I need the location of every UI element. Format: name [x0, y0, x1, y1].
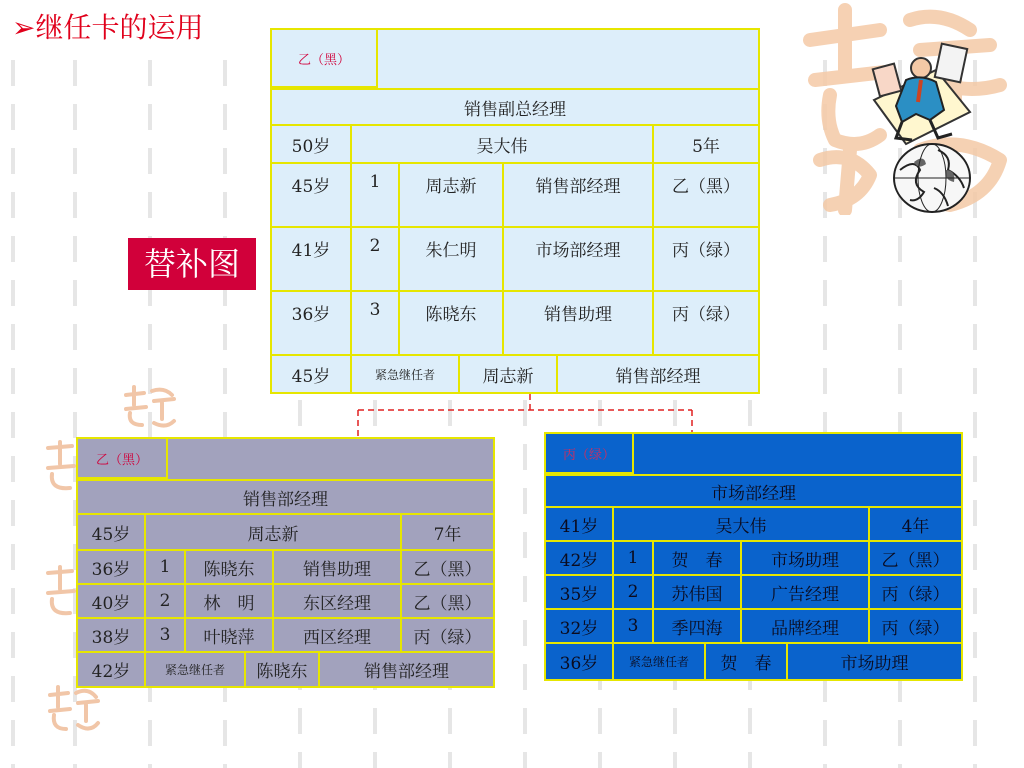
incumbent-age: 45岁	[78, 515, 146, 549]
successor-rank: 3	[614, 610, 654, 642]
incumbent-row	[272, 126, 758, 164]
successor-age: 41岁	[272, 228, 352, 290]
incumbent-tenure: 4年	[901, 516, 930, 537]
card-header-row	[546, 434, 961, 474]
card-header-row	[78, 439, 493, 479]
successor-age: 35岁	[546, 576, 614, 608]
successor-age: 45岁	[272, 164, 352, 226]
successor-readiness: 乙（黑）	[881, 550, 950, 571]
succession-card-sales-manager	[76, 437, 495, 688]
successor-name: 陈晓东	[186, 551, 274, 583]
successor-rank: 1	[146, 551, 186, 583]
successor-rank: 2	[352, 228, 400, 290]
incumbent-age: 50岁	[272, 126, 352, 162]
emergency-title: 市场助理	[840, 654, 909, 674]
emergency-successor-row	[272, 356, 758, 392]
readiness-badge: 乙（黑）	[272, 30, 378, 88]
successor-readiness: 乙（黑）	[413, 559, 482, 580]
successor-title: 市场助理	[742, 542, 870, 574]
successor-readiness: 丙（绿）	[881, 618, 950, 639]
successor-row	[272, 164, 758, 228]
successor-age: 32岁	[546, 610, 614, 642]
seal-stamp-icon	[44, 440, 78, 496]
successor-name: 叶晓萍	[186, 619, 274, 651]
incumbent-age: 41岁	[546, 508, 614, 540]
substitute-chart-label: 替补图	[128, 238, 256, 290]
successor-rank: 3	[146, 619, 186, 651]
successor-age: 40岁	[78, 585, 146, 617]
globe-icon	[890, 140, 974, 216]
successor-title: 市场部经理	[504, 228, 654, 290]
position-title: 销售副总经理	[464, 99, 566, 120]
successor-row	[546, 610, 961, 644]
auspicious-seal-icon	[790, 0, 1024, 215]
successor-readiness: 乙（黑）	[413, 593, 482, 614]
emergency-age: 36岁	[546, 644, 614, 679]
successor-name: 季四海	[654, 610, 742, 642]
position-row	[78, 479, 493, 515]
successor-rank: 1	[614, 542, 654, 574]
businessman-clipart-icon	[866, 40, 978, 148]
successor-name: 朱仁明	[400, 228, 504, 290]
successor-rank: 2	[614, 576, 654, 608]
successor-age: 36岁	[272, 292, 352, 354]
successor-row	[78, 619, 493, 653]
card-header-row	[272, 30, 758, 88]
emergency-name: 陈晓东	[246, 653, 320, 686]
position-row	[272, 88, 758, 126]
successor-rank: 1	[352, 164, 400, 226]
position-title: 销售部经理	[243, 489, 328, 510]
successor-title: 销售部经理	[504, 164, 654, 226]
position-title: 市场部经理	[711, 483, 796, 504]
emergency-label: 紧急继任者	[352, 356, 460, 392]
seal-stamp-icon	[120, 385, 178, 433]
emergency-successor-row	[78, 653, 493, 686]
incumbent-row	[546, 508, 961, 542]
emergency-name: 周志新	[460, 356, 558, 392]
emergency-label: 紧急继任者	[146, 653, 246, 686]
successor-row	[546, 576, 961, 610]
incumbent-tenure: 7年	[433, 524, 462, 545]
successor-name: 苏伟国	[654, 576, 742, 608]
successor-age: 42岁	[546, 542, 614, 574]
emergency-title: 销售部经理	[615, 366, 701, 387]
successor-title: 东区经理	[274, 585, 402, 617]
incumbent-name: 周志新	[146, 515, 402, 549]
incumbent-tenure: 5年	[692, 136, 720, 157]
successor-title: 销售助理	[504, 292, 654, 354]
successor-title: 西区经理	[274, 619, 402, 651]
emergency-age: 42岁	[78, 653, 146, 686]
successor-age: 36岁	[78, 551, 146, 583]
incumbent-name: 吴大伟	[352, 126, 654, 162]
emergency-name: 贺 春	[706, 644, 788, 679]
emergency-label: 紧急继任者	[614, 644, 706, 679]
successor-row	[272, 228, 758, 292]
emergency-successor-row	[546, 644, 961, 679]
successor-row	[546, 542, 961, 576]
seal-stamp-icon	[44, 565, 78, 621]
emergency-age: 45岁	[272, 356, 352, 392]
readiness-badge: 乙（黑）	[78, 439, 168, 479]
successor-age: 38岁	[78, 619, 146, 651]
successor-title: 广告经理	[742, 576, 870, 608]
page-title: ➢继任卡的运用	[12, 11, 204, 44]
succession-card-vp-sales	[270, 28, 760, 394]
successor-readiness: 丙（绿）	[413, 627, 482, 648]
successor-row	[272, 292, 758, 356]
incumbent-row	[78, 515, 493, 551]
successor-title: 销售助理	[274, 551, 402, 583]
successor-name: 贺 春	[654, 542, 742, 574]
readiness-badge: 丙（绿）	[546, 434, 634, 474]
successor-rank: 2	[146, 585, 186, 617]
successor-row	[78, 585, 493, 619]
successor-readiness: 丙（绿）	[672, 305, 740, 325]
succession-card-marketing-manager	[544, 432, 963, 681]
emergency-title: 销售部经理	[364, 662, 449, 682]
successor-readiness: 丙（绿）	[672, 241, 740, 261]
successor-row	[78, 551, 493, 585]
successor-readiness: 丙（绿）	[881, 584, 950, 605]
successor-title: 品牌经理	[742, 610, 870, 642]
successor-readiness: 乙（黑）	[672, 177, 740, 197]
successor-rank: 3	[352, 292, 400, 354]
successor-name: 林 明	[186, 585, 274, 617]
successor-name: 周志新	[400, 164, 504, 226]
successor-name: 陈晓东	[400, 292, 504, 354]
position-row	[546, 474, 961, 508]
seal-stamp-icon	[44, 685, 102, 739]
incumbent-name: 吴大伟	[614, 508, 870, 540]
